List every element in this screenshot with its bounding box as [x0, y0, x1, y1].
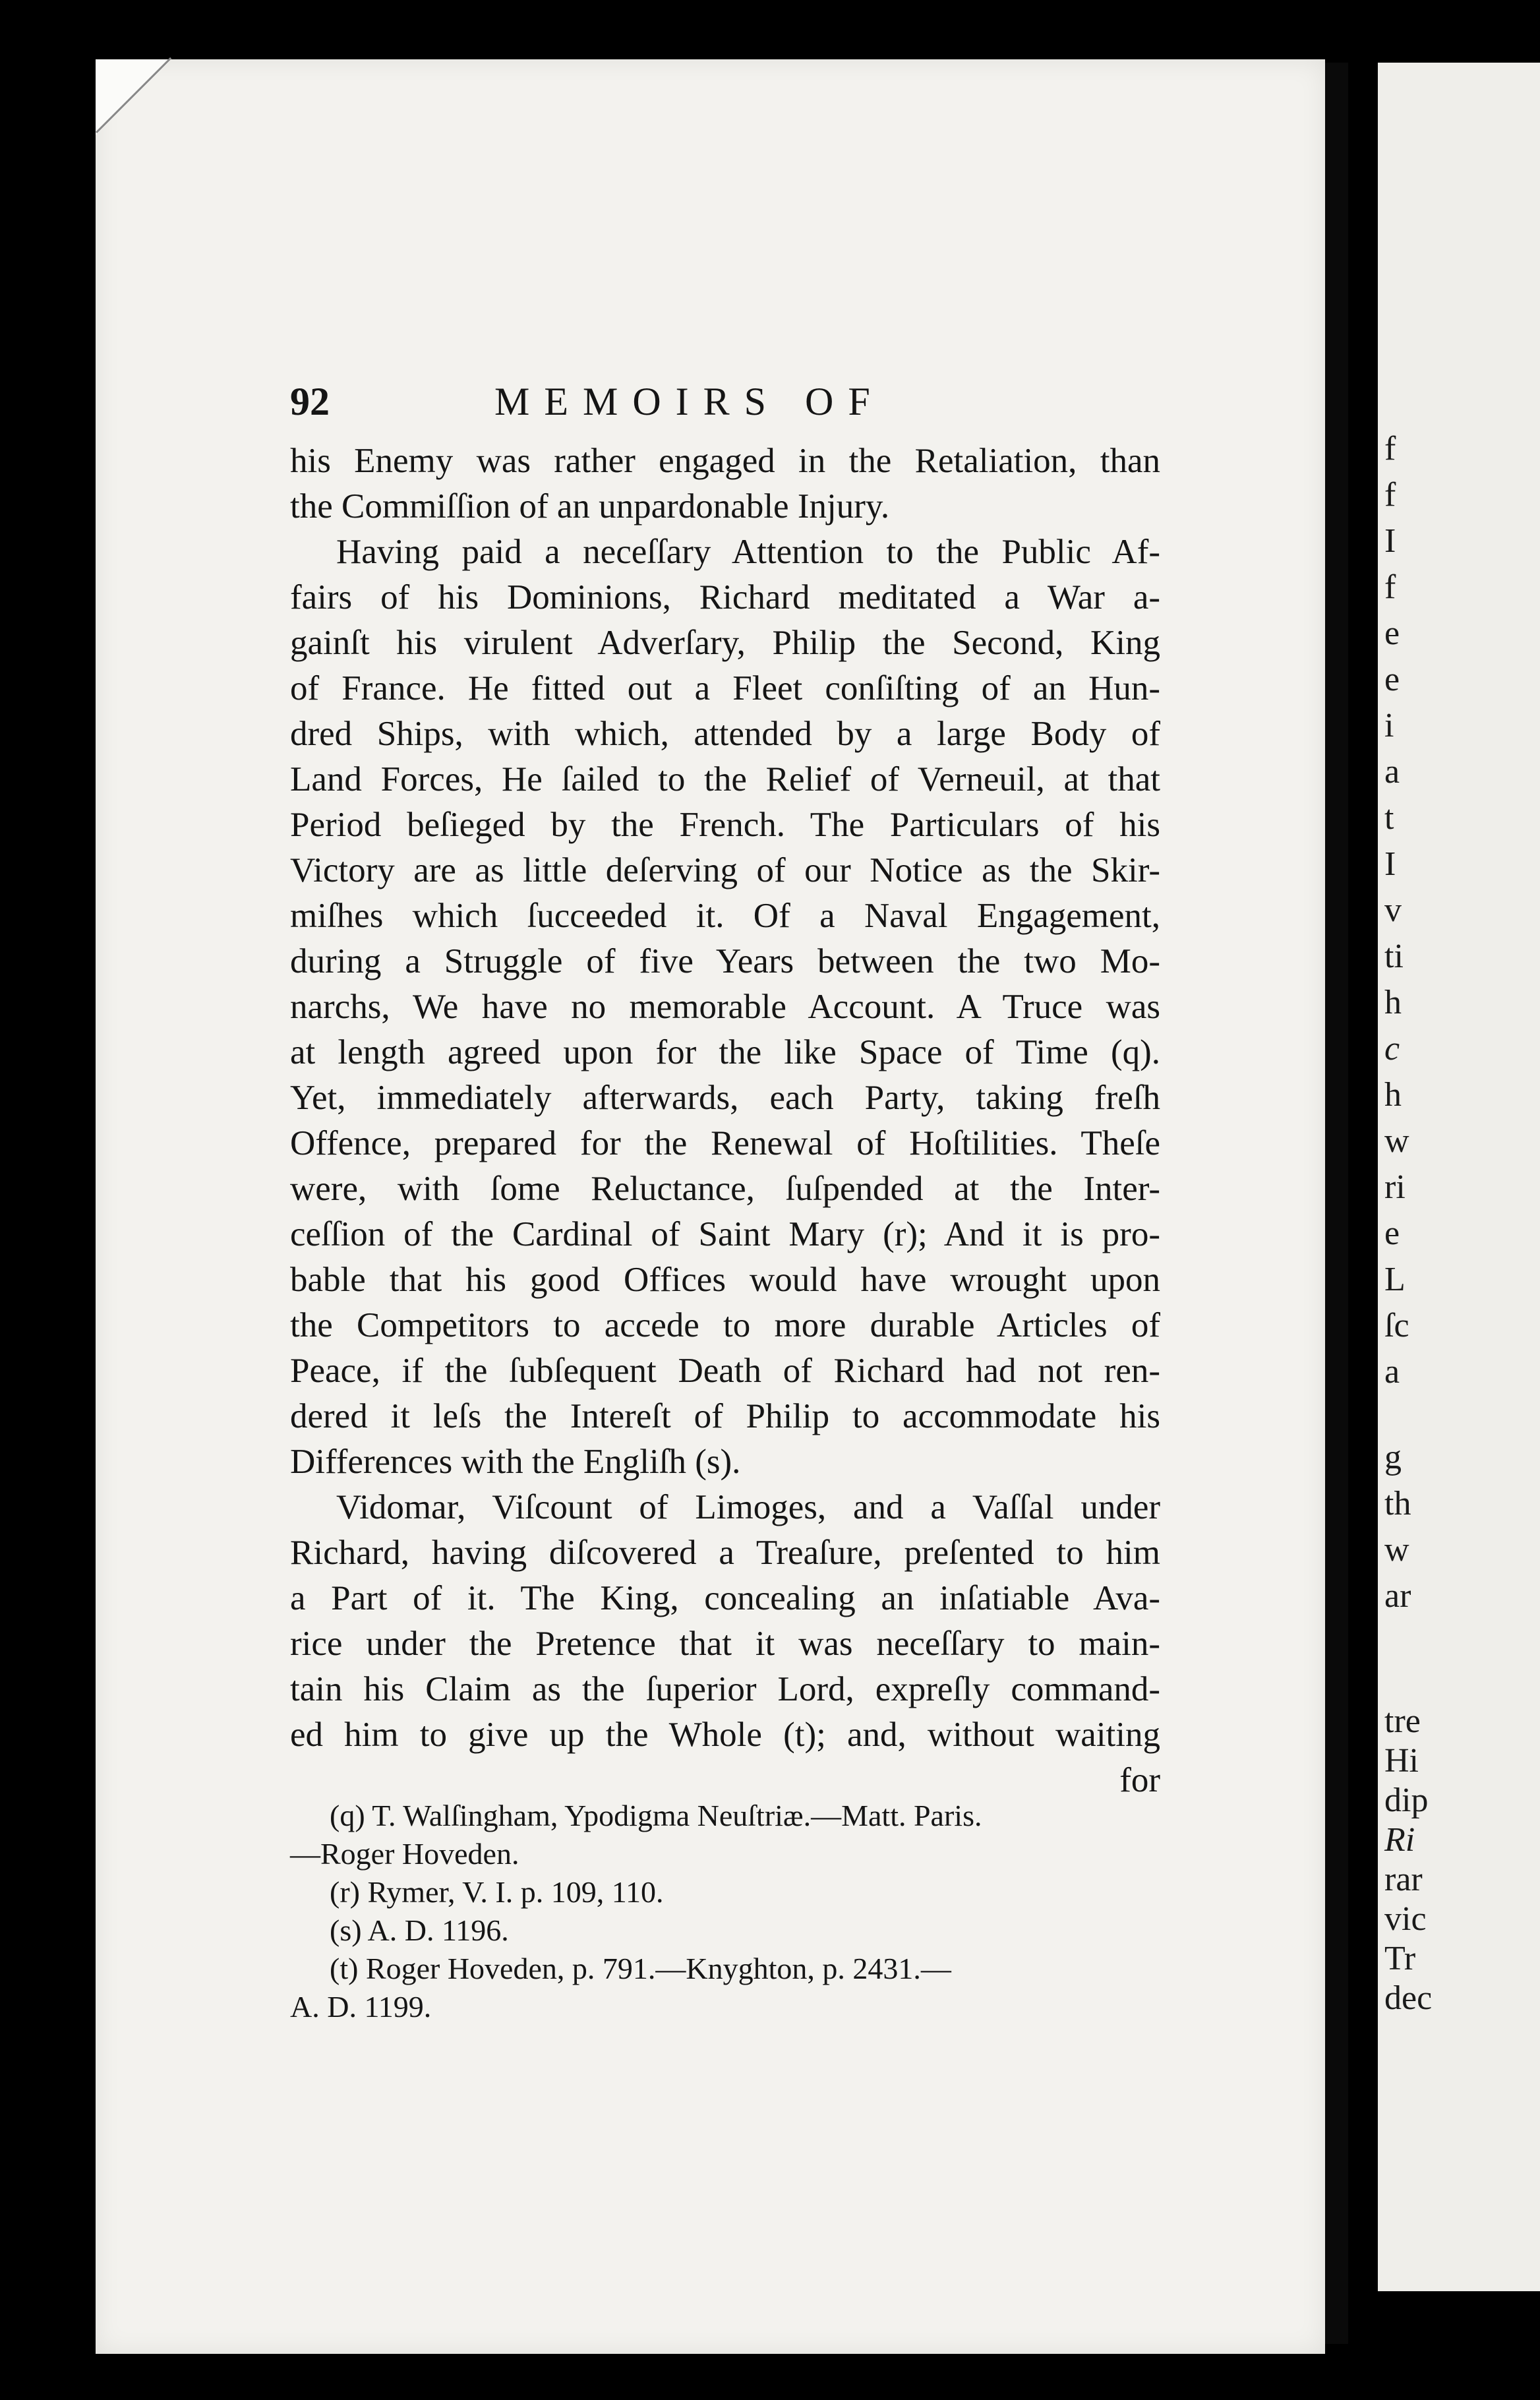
footnote-line: (t) Roger Hoveden, p. 791.—Knyghton, p. 2431.—: [330, 1952, 951, 1985]
facing-fragment: ſc: [1384, 1307, 1409, 1344]
facing-fragment: i: [1384, 707, 1394, 744]
facing-fragment: c: [1384, 1030, 1400, 1067]
facing-fragment: a: [1384, 753, 1400, 791]
text-line: Period beſieged by the French. The Particulars of his: [290, 806, 1160, 844]
footnote-line: —Roger Hoveden.: [290, 1837, 519, 1871]
footnote-line: (r) Rymer, V. I. p. 109, 110.: [330, 1875, 664, 1909]
footnote-line: (s) A. D. 1196.: [330, 1913, 509, 1947]
facing-fragment: ar: [1384, 1577, 1411, 1615]
text-line: ceſſion of the Cardinal of Saint Mary (r); And it is pro-: [290, 1215, 1160, 1253]
text-line: Differences with the Engliſh (s).: [290, 1443, 741, 1481]
facing-fragment: f: [1384, 430, 1396, 467]
text-line: ed him to give up the Whole (t); and, without waiting: [290, 1716, 1160, 1754]
text-line: were, with ſome Reluctance, ſuſpended at the Inter-: [290, 1170, 1160, 1208]
text-line: at length agreed upon for the like Space of Time (q).: [290, 1033, 1160, 1071]
footnote-line: A. D. 1199.: [290, 1990, 432, 2024]
text-line: Victory are as little deſerving of our Notice as the Skir-: [290, 851, 1160, 889]
body-text: [290, 438, 1160, 1803]
facing-fragment: f: [1384, 568, 1396, 606]
facing-fragment: v: [1384, 891, 1402, 929]
text-line: gainſt his virulent Adverſary, Philip the Second, King: [290, 624, 1160, 662]
facing-fragment: t: [1384, 799, 1394, 837]
facing-fragment: dec: [1384, 1979, 1433, 2017]
facing-fragment: w: [1384, 1122, 1409, 1160]
facing-fragment: Ri: [1384, 1821, 1415, 1859]
facing-fragment: Hi: [1384, 1742, 1419, 1780]
facing-fragment: tre: [1384, 1702, 1421, 1740]
text-line: the Competitors to accede to more durable Articles of: [290, 1306, 1160, 1344]
facing-fragment: g: [1384, 1439, 1402, 1476]
text-line: of France. He fitted out a Fleet conſiſting of an Hun-: [290, 669, 1160, 707]
facing-fragment: a: [1384, 1353, 1400, 1391]
text-line: Richard, having diſcovered a Treaſure, preſented to him: [290, 1534, 1160, 1572]
text-line: during a Struggle of five Years between the two Mo-: [290, 942, 1160, 980]
text-line: Offence, prepared for the Renewal of Hoſtilities. Theſe: [290, 1124, 1160, 1162]
facing-fragment: th: [1384, 1485, 1411, 1522]
facing-fragment: e: [1384, 615, 1400, 652]
text-line: Land Forces, He ſailed to the Relief of Verneuil, at that: [290, 760, 1160, 798]
text-line: dered it leſs the Intereſt of Philip to accommodate his: [290, 1397, 1160, 1435]
text-line: miſhes which ſucceeded it. Of a Naval Engagement,: [290, 897, 1160, 935]
facing-fragment: L: [1384, 1261, 1406, 1298]
facing-fragment: ti: [1384, 938, 1404, 975]
text-line: a Part of it. The King, concealing an inſatiable Ava-: [290, 1579, 1160, 1617]
text-line: rice under the Pretence that it was neceſſary to main-: [290, 1625, 1160, 1663]
facing-fragment: I: [1384, 522, 1396, 560]
facing-fragment: f: [1384, 476, 1396, 514]
footnotes: [290, 1797, 1160, 2026]
catchword: for: [1119, 1761, 1160, 1799]
facing-fragment: vic: [1384, 1900, 1427, 1938]
text-line: Yet, immediately afterwards, each Party, taking freſh: [290, 1079, 1160, 1117]
text-line: fairs of his Dominions, Richard meditated a War a-: [290, 578, 1160, 616]
text-line: tain his Claim as the ſuperior Lord, expreſly command-: [290, 1670, 1160, 1708]
facing-fragment: I: [1384, 845, 1396, 883]
text-line: Having paid a neceſſary Attention to the Public Af-: [336, 533, 1160, 571]
text-line: the Commiſſion of an unpardonable Injury.: [290, 487, 890, 525]
facing-fragment: rar: [1384, 1861, 1423, 1898]
facing-fragment: dip: [1384, 1782, 1429, 1819]
facing-fragment: w: [1384, 1531, 1409, 1569]
text-line: narchs, We have no memorable Account. A Truce was: [290, 988, 1160, 1026]
page-header: [290, 379, 1160, 432]
text-line: Peace, if the ſubſequent Death of Richard had not ren-: [290, 1352, 1160, 1390]
facing-fragment: h: [1384, 1076, 1402, 1114]
text-line: his Enemy was rather engaged in the Retaliation, than: [290, 442, 1160, 480]
facing-page: [1378, 63, 1540, 2291]
facing-fragment: e: [1384, 661, 1400, 698]
facing-fragment: e: [1384, 1215, 1400, 1252]
running-head: MEMOIRS OF: [494, 380, 885, 423]
page-number: 92: [290, 380, 330, 423]
text-line: bable that his good Offices would have wrought upon: [290, 1261, 1160, 1299]
book-gutter: [1325, 63, 1348, 2344]
facing-fragment: ri: [1384, 1168, 1406, 1206]
page-corner-fold: [96, 59, 171, 135]
text-line: dred Ships, with which, attended by a large Body of: [290, 715, 1160, 753]
footnote-line: (q) T. Walſingham, Ypodigma Neuſtriæ.—Matt. Paris.: [330, 1799, 982, 1832]
facing-fragment: Tr: [1384, 1940, 1416, 1977]
text-line: Vidomar, Viſcount of Limoges, and a Vaſſal under: [336, 1488, 1160, 1526]
facing-fragment: h: [1384, 984, 1402, 1021]
